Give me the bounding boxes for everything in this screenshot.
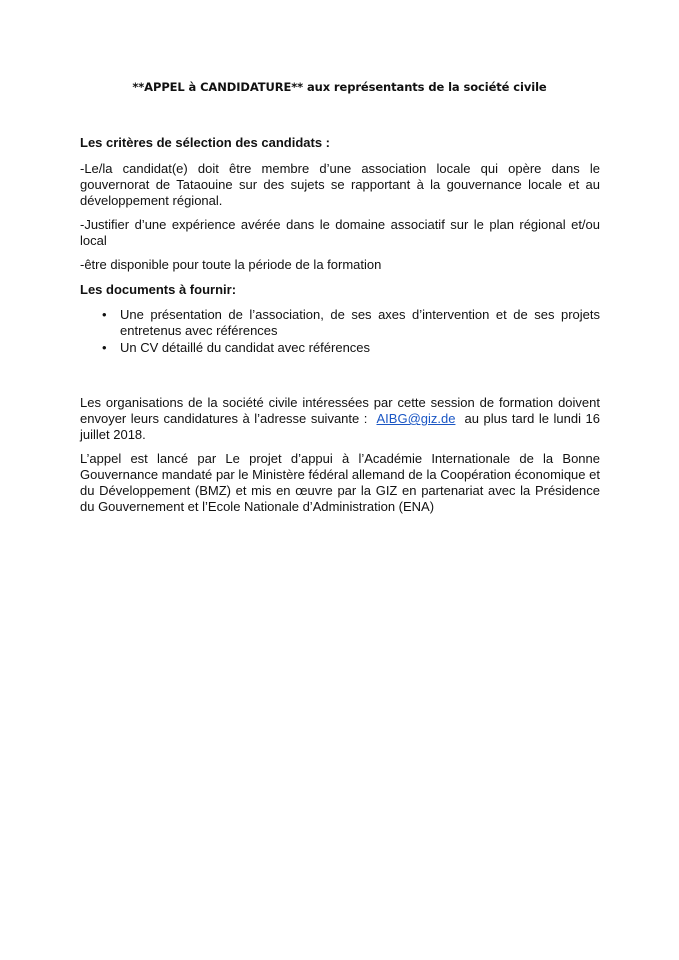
- submission-paragraph: [80, 395, 600, 443]
- list-item: [80, 307, 600, 339]
- criteria-item-experience: -Justifier d’une expérience avérée dans le domaine associatif sur le plan régional et/ou local: [80, 217, 600, 248]
- documents-list: [80, 307, 600, 356]
- submission-text-after: au plus tard le lundi 16 juillet 2018.: [80, 411, 601, 442]
- document-body: [80, 135, 600, 515]
- document-title: **APPEL à CANDIDATURE** aux représentants de la société civile: [132, 80, 547, 94]
- documents-heading: Les documents à fournir:: [80, 282, 237, 297]
- submission-text-before: Les organisations de la société civile intéressées par cette session de formation doivent envoyer leurs candidatures à l’adresse suivante :: [80, 395, 600, 426]
- criteria-item-availability: -être disponible pour toute la période de la formation: [80, 257, 382, 272]
- bullet-icon: •: [102, 307, 107, 322]
- list-item: [80, 340, 600, 356]
- criteria-item-membership: -Le/la candidat(e) doit être membre d’une association locale qui opère dans le gouvernorat de Tataouine sur des sujets se rapportant à la gouvernance locale et au développement régional.: [80, 161, 600, 208]
- closing-paragraph: L’appel est lancé par Le projet d’appui à l’Académie Internationale de la Bonne Gouvernance mandaté par le Ministère fédéral allemand de la Coopération économique et du Développement (BMZ) et mis en œuvre par la GIZ en partenariat avec la Présidence du Gouvernement et l’Ecole Nationale d’Administration (ENA): [80, 451, 600, 514]
- documents-item-cv: Un CV détaillé du candidat avec références: [120, 340, 371, 355]
- documents-item-presentation: Une présentation de l’association, de ses axes d’intervention et de ses projets entretenus avec références: [120, 307, 600, 338]
- email-link[interactable]: AIBG@giz.de: [376, 411, 456, 426]
- bullet-icon: •: [102, 340, 107, 355]
- criteria-heading: Les critères de sélection des candidats :: [80, 135, 330, 150]
